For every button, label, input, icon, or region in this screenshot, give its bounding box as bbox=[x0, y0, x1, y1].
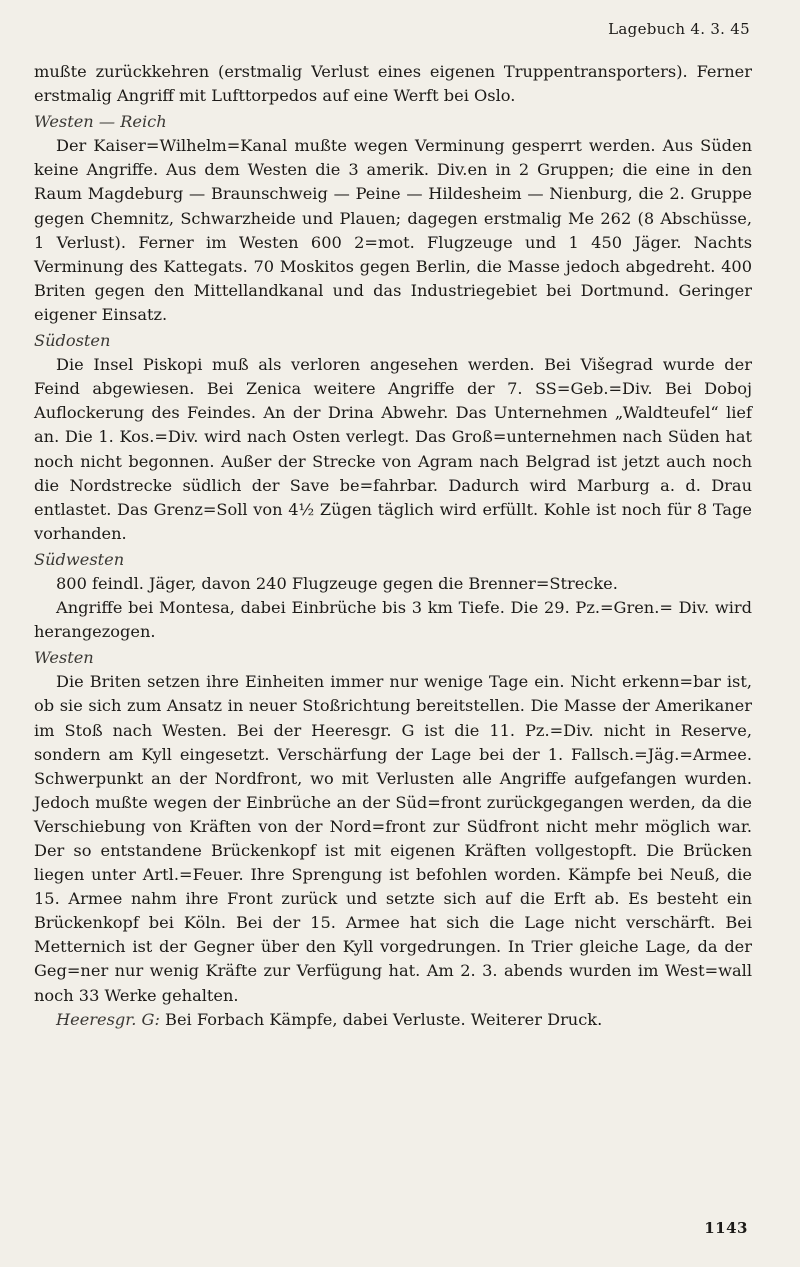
paragraph-suedwesten-1: 800 feindl. Jäger, davon 240 Flugzeuge gegen die Brenner=Strecke. bbox=[56, 573, 618, 593]
paragraph-westen: Die Briten setzen ihre Einheiten immer nur wenige Tage ein. Nicht erkenn=bar ist, ob sie sich zum Ansatz in neuer Stoßrichtung bereitstellen. Die Masse der Amerikaner im Stoß nach Westen. Bei der Heeresgr. G ist die 11. Pz.=Div. nicht in Reserve, sondern am Kyll eingesetzt. Verschärfung der Lage bei der 1. Fallsch.=Jäg.=Armee. Schwerpunkt an der Nordfront, wo mit Verlusten alle Angriffe aufgefangen wurden. Jedoch mußte wegen der Einbrüche an der Süd=front zurückgegangen werden, da die Verschiebung von Kräften von der Nord=front zur Südfront nicht mehr möglich war. Der so entstandene Brückenkopf ist mit eigenen Kräften vollgestopft. Die Brücken liegen unter Artl.=Feuer. Ihre Sprengung ist befohlen worden. Kämpfe bei Neuß, die 15. Armee nahm ihre Front zurück und setzte sich auf die Erft ab. Es besteht ein Brückenkopf bei Köln. Bei der 15. Armee hat sich die Lage nicht verschärft. Bei Metternich ist der Gegner über den Kyll vorgedrungen. In Trier gleiche Lage, da der Geg=ner nur wenig Kräfte zur Verfügung hat. Am 2. 3. abends wurden im West=wall noch 33 Werke gehalten. bbox=[34, 672, 752, 1005]
section-heading-suedosten: Südosten bbox=[34, 331, 111, 351]
section-heading-westen-reich: Westen — Reich bbox=[34, 112, 167, 132]
paragraph-continuation: mußte zurückkehren (erstmalig Verlust eines eigenen Truppentransporters). Ferner erstmalig Angriff mit Lufttorpedos auf eine Werft bei Oslo. bbox=[34, 62, 752, 106]
running-header: Lagebuch 4. 3. 45 bbox=[608, 20, 750, 38]
heeresgruppe-text: Bei Forbach Kämpfe, dabei Verluste. Weiterer Druck. bbox=[159, 1009, 603, 1029]
paragraph-suedwesten-2: Angriffe bei Montesa, dabei Einbrüche bis 3 km Tiefe. Die 29. Pz.=Gren.= Div. wird herangezogen. bbox=[34, 598, 752, 642]
paragraph-suedosten: Die Insel Piskopi muß als verloren angesehen werden. Bei Višegrad wurde der Feind abgewiesen. Bei Zenica weitere Angriffe der 7. SS=Geb.=Div. Bei Doboj Auflockerung des Feindes. An der Drina Abwehr. Das Unternehmen „Waldteufel“ lief an. Die 1. Kos.=Div. wird nach Osten verlegt. Das Groß=unternehmen nach Süden hat noch nicht begonnen. Außer der Strecke von Agram nach Belgrad ist jetzt auch noch die Nordstrecke südlich der Save be=fahrbar. Dadurch wird Marburg a. d. Drau entlastet. Das Grenz=Soll von 4½ Zügen täglich wird erfüllt. Kohle ist noch für 8 Tage vorhanden. bbox=[34, 355, 752, 543]
heeresgruppe-label: Heeresgr. G: bbox=[56, 1009, 160, 1029]
paragraph-westen-reich: Der Kaiser=Wilhelm=Kanal mußte wegen Verminung gesperrt werden. Aus Süden keine Angriffe. Aus dem Westen die 3 amerik. Div.en in 2 Gruppen; die eine in den Raum Magdeburg — Braunschweig — Peine — Hildesheim — Nienburg, die 2. Gruppe gegen Chemnitz, Schwarzheide und Plauen; dagegen erstmalig Me 262 (8 Abschüsse, 1 Verlust). Ferner im Westen 600 2=mot. Flugzeuge und 1 450 Jäger. Nachts Verminung des Kattegats. 70 Moskitos gegen Berlin, die Masse jedoch abgedreht. 400 Briten gegen den Mittellandkanal und das Industriegebiet bei Dortmund. Geringer eigener Einsatz. bbox=[34, 136, 752, 324]
paragraph-heeresgruppe-g bbox=[34, 1008, 752, 1032]
section-heading-suedwesten: Südwesten bbox=[34, 549, 125, 569]
body-text bbox=[34, 60, 752, 1032]
page-number: 1143 bbox=[704, 1219, 748, 1237]
section-heading-westen: Westen bbox=[34, 648, 94, 668]
